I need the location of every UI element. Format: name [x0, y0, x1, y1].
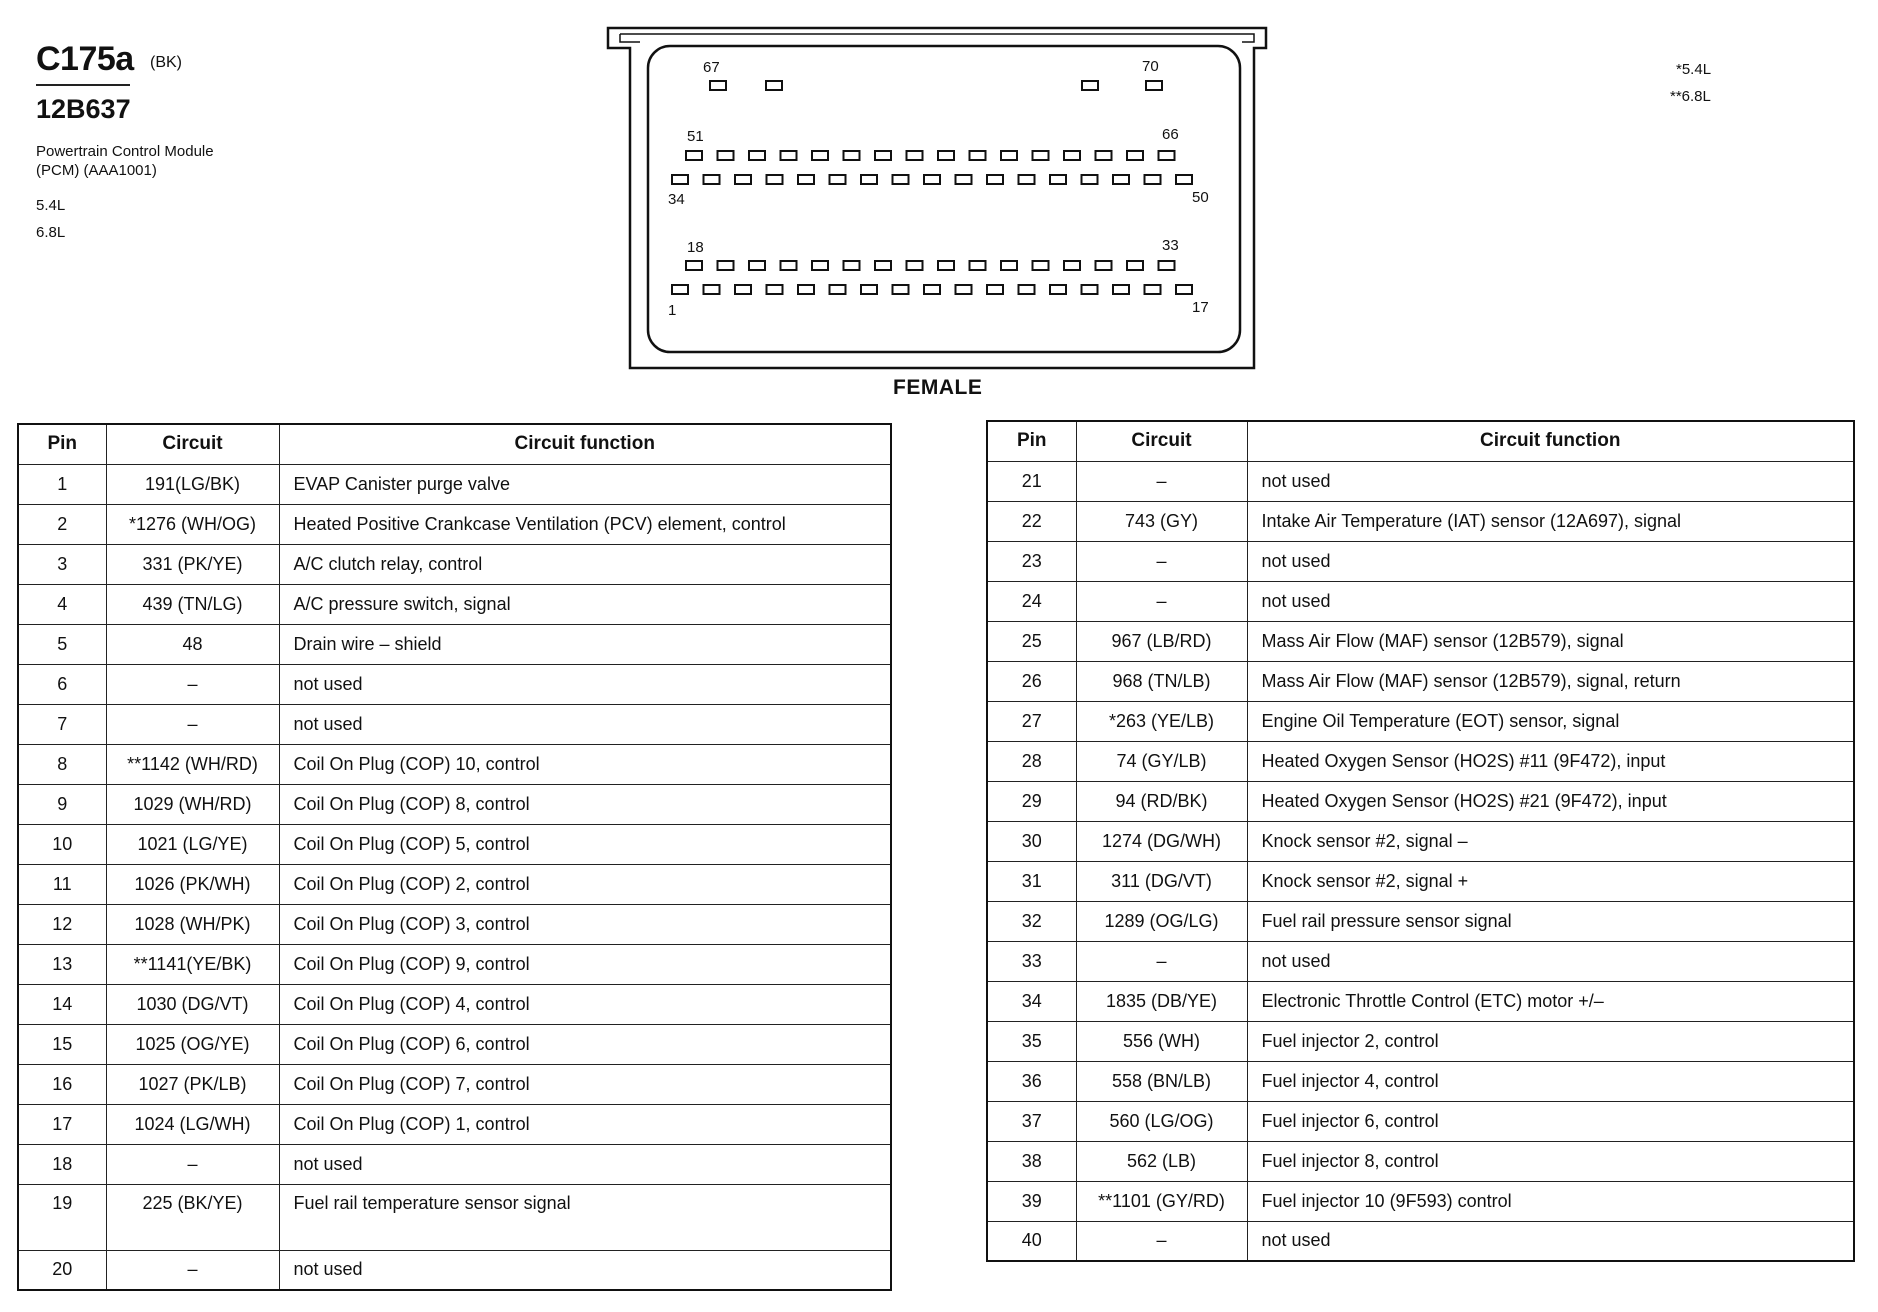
cell-function: Drain wire – shield [279, 624, 891, 664]
pin-slot-row-d [1082, 285, 1098, 294]
table-row [987, 1141, 1854, 1181]
pin-slot-row-d [956, 285, 972, 294]
cell-circuit: 1027 (PK/LB) [106, 1064, 279, 1104]
cell-function: Coil On Plug (COP) 2, control [279, 864, 891, 904]
col-header-circuit: Circuit [106, 424, 279, 464]
pin-slot-row-b [830, 175, 846, 184]
col-header-function: Circuit function [279, 424, 891, 464]
cell-pin: 10 [18, 824, 106, 864]
cell-function: not used [279, 704, 891, 744]
table-row [18, 1104, 891, 1144]
cell-pin: 30 [987, 821, 1076, 861]
cell-function: Engine Oil Temperature (EOT) sensor, signal [1247, 701, 1854, 741]
table-row [18, 544, 891, 584]
table-row [18, 1184, 891, 1250]
cell-circuit: – [106, 1250, 279, 1290]
table-header-row [18, 424, 891, 464]
pin-slot-row-c [1159, 261, 1175, 270]
pin-slot-row-a [1159, 151, 1175, 160]
cell-circuit: 967 (LB/RD) [1076, 621, 1247, 661]
cell-circuit: 1274 (DG/WH) [1076, 821, 1247, 861]
pin-slot-row-d [1145, 285, 1161, 294]
table-row [18, 704, 891, 744]
cell-pin: 22 [987, 501, 1076, 541]
table-row [987, 501, 1854, 541]
cell-pin: 24 [987, 581, 1076, 621]
pin-slot-row-c [718, 261, 734, 270]
cell-circuit: 1289 (OG/LG) [1076, 901, 1247, 941]
cell-pin: 39 [987, 1181, 1076, 1221]
pin-slot-row-d [704, 285, 720, 294]
pin-slot-row-b [672, 175, 688, 184]
table-header-row [987, 421, 1854, 461]
table-row [18, 944, 891, 984]
pin-slot-row-a [970, 151, 986, 160]
connector-shell-inner [620, 34, 1254, 42]
col-header-function: Circuit function [1247, 421, 1854, 461]
engine-variant-2: 6.8L [36, 224, 66, 241]
cell-function: Fuel rail temperature sensor signal [279, 1184, 891, 1250]
cell-circuit: 968 (TN/LB) [1076, 661, 1247, 701]
table-row [18, 624, 891, 664]
connector-cavity-outline [648, 46, 1240, 352]
pin-label-67: 67 [703, 59, 720, 76]
cell-circuit: 743 (GY) [1076, 501, 1247, 541]
table-row [987, 1021, 1854, 1061]
part-number: 12B637 [36, 94, 131, 124]
pin-slot-row-d [735, 285, 751, 294]
cell-pin: 18 [18, 1144, 106, 1184]
pin-slot-row-b [1145, 175, 1161, 184]
pin-label-34: 34 [668, 191, 685, 208]
footnote-double-star: **6.8L [1670, 88, 1711, 105]
cell-pin: 36 [987, 1061, 1076, 1101]
pin-slot-row-a [1096, 151, 1112, 160]
cell-circuit: – [106, 664, 279, 704]
pin-slot-row-c [970, 261, 986, 270]
cell-function: not used [1247, 1221, 1854, 1261]
cell-pin: 40 [987, 1221, 1076, 1261]
cell-function: not used [1247, 541, 1854, 581]
table-row [18, 1144, 891, 1184]
cell-function: Fuel injector 4, control [1247, 1061, 1854, 1101]
pin-slot-row-b [1019, 175, 1035, 184]
pin-label-33: 33 [1162, 237, 1179, 254]
pin-slot-row-c [1001, 261, 1017, 270]
cell-function: Knock sensor #2, signal – [1247, 821, 1854, 861]
cell-pin: 4 [18, 584, 106, 624]
cell-circuit: 1024 (LG/WH) [106, 1104, 279, 1144]
pin-slot-row-a [875, 151, 891, 160]
pin-slot-row-c [907, 261, 923, 270]
pin-slot-row-a [1001, 151, 1017, 160]
table-row [18, 984, 891, 1024]
table-row [987, 1221, 1854, 1261]
pin-slot-row-b [1050, 175, 1066, 184]
table-row [987, 1061, 1854, 1101]
pin-slot-row-c [749, 261, 765, 270]
module-name [36, 142, 214, 180]
pin-label-18: 18 [687, 239, 704, 256]
cell-circuit: 1025 (OG/YE) [106, 1024, 279, 1064]
pin-slot-row-b [956, 175, 972, 184]
cell-pin: 20 [18, 1250, 106, 1290]
cell-circuit: 1026 (PK/WH) [106, 864, 279, 904]
pin-slot-row-a [686, 151, 702, 160]
pin-slot-row-c [1033, 261, 1049, 270]
cell-function: not used [279, 1250, 891, 1290]
cell-circuit: **1101 (GY/RD) [1076, 1181, 1247, 1221]
connector-gender-label: FEMALE [893, 376, 983, 399]
cell-circuit: – [106, 704, 279, 744]
cell-function: Coil On Plug (COP) 6, control [279, 1024, 891, 1064]
cell-function: not used [279, 664, 891, 704]
pin-slot-row-b [767, 175, 783, 184]
pin-slot-row-b [1176, 175, 1192, 184]
cell-function: Coil On Plug (COP) 5, control [279, 824, 891, 864]
footnote-single-star: *5.4L [1676, 61, 1712, 78]
pin-slot-row-a [812, 151, 828, 160]
pin-label-50: 50 [1192, 189, 1209, 206]
pin-slot-row-a [1127, 151, 1143, 160]
cell-pin: 28 [987, 741, 1076, 781]
connector-shell [608, 28, 1266, 368]
cell-pin: 17 [18, 1104, 106, 1144]
cell-pin: 15 [18, 1024, 106, 1064]
table-row [18, 1250, 891, 1290]
cell-function: Heated Oxygen Sensor (HO2S) #21 (9F472), input [1247, 781, 1854, 821]
table-row [18, 904, 891, 944]
module-name-line2: (PCM) (AAA1001) [36, 162, 157, 179]
pin-slot-row-b [1082, 175, 1098, 184]
cell-circuit: – [1076, 541, 1247, 581]
pin-slot-row-d [1113, 285, 1129, 294]
cell-circuit: *263 (YE/LB) [1076, 701, 1247, 741]
col-header-pin: Pin [18, 424, 106, 464]
pin-slot-row-d [924, 285, 940, 294]
cell-pin: 8 [18, 744, 106, 784]
pin-slot-row-d [672, 285, 688, 294]
cell-pin: 6 [18, 664, 106, 704]
table-row [18, 464, 891, 504]
cell-function: Fuel injector 8, control [1247, 1141, 1854, 1181]
table-row [18, 1064, 891, 1104]
pin-slot-row-a [749, 151, 765, 160]
cell-function: Coil On Plug (COP) 4, control [279, 984, 891, 1024]
cell-pin: 16 [18, 1064, 106, 1104]
cell-circuit: 225 (BK/YE) [106, 1184, 279, 1250]
pin-slot-row-b [798, 175, 814, 184]
pin-slot-row-d [1019, 285, 1035, 294]
pin-slot-row-a [938, 151, 954, 160]
cell-circuit: 331 (PK/YE) [106, 544, 279, 584]
table-row [18, 584, 891, 624]
pinout-table-left [17, 423, 892, 1291]
pin-slot-row-a [781, 151, 797, 160]
pin-slot-row-a [1033, 151, 1049, 160]
cell-pin: 27 [987, 701, 1076, 741]
pin-slot-top-4 [1146, 81, 1162, 90]
table-row [987, 461, 1854, 501]
cell-function: Intake Air Temperature (IAT) sensor (12A697), signal [1247, 501, 1854, 541]
cell-function: Heated Oxygen Sensor (HO2S) #11 (9F472), input [1247, 741, 1854, 781]
cell-circuit: 94 (RD/BK) [1076, 781, 1247, 821]
pin-label-1: 1 [668, 302, 677, 319]
cell-function: Coil On Plug (COP) 10, control [279, 744, 891, 784]
pin-slot-row-d [893, 285, 909, 294]
cell-pin: 21 [987, 461, 1076, 501]
cell-function: Electronic Throttle Control (ETC) motor +/– [1247, 981, 1854, 1021]
connector-face-diagram [600, 24, 1280, 376]
table-row [18, 504, 891, 544]
cell-circuit: 1028 (WH/PK) [106, 904, 279, 944]
cell-function: Coil On Plug (COP) 8, control [279, 784, 891, 824]
pin-slot-top-2 [766, 81, 782, 90]
cell-function: Fuel injector 6, control [1247, 1101, 1854, 1141]
cell-function: Coil On Plug (COP) 3, control [279, 904, 891, 944]
pin-slot-row-c [844, 261, 860, 270]
col-header-circuit: Circuit [1076, 421, 1247, 461]
pin-slot-row-b [987, 175, 1003, 184]
pin-slot-top-3 [1082, 81, 1098, 90]
cell-pin: 34 [987, 981, 1076, 1021]
table-row [18, 744, 891, 784]
pin-slot-row-c [812, 261, 828, 270]
table-row [18, 864, 891, 904]
table-row [987, 1181, 1854, 1221]
table-row [987, 981, 1854, 1021]
table-row [987, 661, 1854, 701]
pin-slot-row-a [718, 151, 734, 160]
cell-pin: 7 [18, 704, 106, 744]
cell-circuit: 560 (LG/OG) [1076, 1101, 1247, 1141]
table-row [987, 861, 1854, 901]
cell-circuit: – [1076, 941, 1247, 981]
cell-circuit: 1835 (DB/YE) [1076, 981, 1247, 1021]
cell-function: Mass Air Flow (MAF) sensor (12B579), signal [1247, 621, 1854, 661]
cell-function: Coil On Plug (COP) 1, control [279, 1104, 891, 1144]
cell-pin: 33 [987, 941, 1076, 981]
cell-pin: 5 [18, 624, 106, 664]
cell-function: A/C pressure switch, signal [279, 584, 891, 624]
pin-slot-row-c [1064, 261, 1080, 270]
cell-circuit: 1030 (DG/VT) [106, 984, 279, 1024]
cell-function: not used [1247, 941, 1854, 981]
pin-slot-row-b [861, 175, 877, 184]
pin-slot-row-d [798, 285, 814, 294]
pin-slot-row-c [875, 261, 891, 270]
table-row [987, 1101, 1854, 1141]
cell-pin: 25 [987, 621, 1076, 661]
cell-pin: 29 [987, 781, 1076, 821]
cell-pin: 12 [18, 904, 106, 944]
engine-variant-1: 5.4L [36, 197, 66, 214]
cell-circuit: 562 (LB) [1076, 1141, 1247, 1181]
pin-slot-row-c [1096, 261, 1112, 270]
pin-slot-row-c [938, 261, 954, 270]
cell-function: EVAP Canister purge valve [279, 464, 891, 504]
pin-slot-row-b [735, 175, 751, 184]
pin-slot-row-b [893, 175, 909, 184]
pin-slots [672, 81, 1192, 294]
cell-pin: 32 [987, 901, 1076, 941]
pin-label-17: 17 [1192, 299, 1209, 316]
cell-function: not used [279, 1144, 891, 1184]
pin-slot-row-c [781, 261, 797, 270]
connector-color: (BK) [150, 54, 182, 71]
cell-circuit: **1142 (WH/RD) [106, 744, 279, 784]
pinout-table-right [986, 420, 1855, 1262]
cell-function: A/C clutch relay, control [279, 544, 891, 584]
cell-pin: 1 [18, 464, 106, 504]
pin-slot-row-d [830, 285, 846, 294]
module-name-line1: Powertrain Control Module [36, 143, 214, 160]
cell-pin: 19 [18, 1184, 106, 1250]
cell-circuit: 1029 (WH/RD) [106, 784, 279, 824]
pin-slot-row-a [907, 151, 923, 160]
pin-slot-row-a [1064, 151, 1080, 160]
cell-function: Mass Air Flow (MAF) sensor (12B579), signal, return [1247, 661, 1854, 701]
table-row [987, 781, 1854, 821]
table-row [987, 821, 1854, 861]
pin-slot-row-a [844, 151, 860, 160]
pin-slot-row-d [1176, 285, 1192, 294]
table-row [18, 824, 891, 864]
cell-circuit: – [1076, 581, 1247, 621]
cell-function: not used [1247, 461, 1854, 501]
cell-pin: 3 [18, 544, 106, 584]
pin-slot-row-d [987, 285, 1003, 294]
cell-function: Fuel rail pressure sensor signal [1247, 901, 1854, 941]
cell-circuit: 558 (BN/LB) [1076, 1061, 1247, 1101]
table-row [987, 581, 1854, 621]
cell-pin: 31 [987, 861, 1076, 901]
pin-label-66: 66 [1162, 126, 1179, 143]
table-row [987, 621, 1854, 661]
table-row [18, 784, 891, 824]
cell-pin: 26 [987, 661, 1076, 701]
table-row [18, 1024, 891, 1064]
cell-function: Knock sensor #2, signal + [1247, 861, 1854, 901]
pin-slot-row-d [1050, 285, 1066, 294]
cell-circuit: 74 (GY/LB) [1076, 741, 1247, 781]
cell-pin: 23 [987, 541, 1076, 581]
col-header-pin: Pin [987, 421, 1076, 461]
pin-label-51: 51 [687, 128, 704, 145]
table-row [987, 541, 1854, 581]
cell-circuit: **1141(YE/BK) [106, 944, 279, 984]
cell-pin: 37 [987, 1101, 1076, 1141]
cell-circuit: 191(LG/BK) [106, 464, 279, 504]
cell-circuit: – [1076, 1221, 1247, 1261]
cell-pin: 35 [987, 1021, 1076, 1061]
cell-function: Coil On Plug (COP) 9, control [279, 944, 891, 984]
pin-slot-top-1 [710, 81, 726, 90]
pin-slot-row-d [767, 285, 783, 294]
pin-slot-row-b [924, 175, 940, 184]
cell-function: Fuel injector 10 (9F593) control [1247, 1181, 1854, 1221]
table-row [987, 941, 1854, 981]
cell-circuit: 48 [106, 624, 279, 664]
pin-slot-row-b [704, 175, 720, 184]
table-row [18, 664, 891, 704]
cell-function: Fuel injector 2, control [1247, 1021, 1854, 1061]
table-row [987, 701, 1854, 741]
cell-function: Heated Positive Crankcase Ventilation (PCV) element, control [279, 504, 891, 544]
table-row [987, 901, 1854, 941]
cell-function: Coil On Plug (COP) 7, control [279, 1064, 891, 1104]
table-row [987, 741, 1854, 781]
cell-pin: 38 [987, 1141, 1076, 1181]
connector-shell-inner-left [620, 34, 640, 42]
connector-id-underline [36, 84, 130, 86]
connector-id: C175a [36, 40, 134, 78]
cell-circuit: – [106, 1144, 279, 1184]
cell-pin: 13 [18, 944, 106, 984]
cell-pin: 9 [18, 784, 106, 824]
cell-circuit: 1021 (LG/YE) [106, 824, 279, 864]
cell-function: not used [1247, 581, 1854, 621]
cell-circuit: 311 (DG/VT) [1076, 861, 1247, 901]
pin-slot-row-c [686, 261, 702, 270]
cell-circuit: *1276 (WH/OG) [106, 504, 279, 544]
cell-pin: 14 [18, 984, 106, 1024]
pin-slot-row-d [861, 285, 877, 294]
cell-circuit: – [1076, 461, 1247, 501]
pin-slot-row-b [1113, 175, 1129, 184]
cell-pin: 2 [18, 504, 106, 544]
pin-slot-row-c [1127, 261, 1143, 270]
cell-circuit: 556 (WH) [1076, 1021, 1247, 1061]
cell-circuit: 439 (TN/LG) [106, 584, 279, 624]
pin-label-70: 70 [1142, 58, 1159, 75]
cell-pin: 11 [18, 864, 106, 904]
